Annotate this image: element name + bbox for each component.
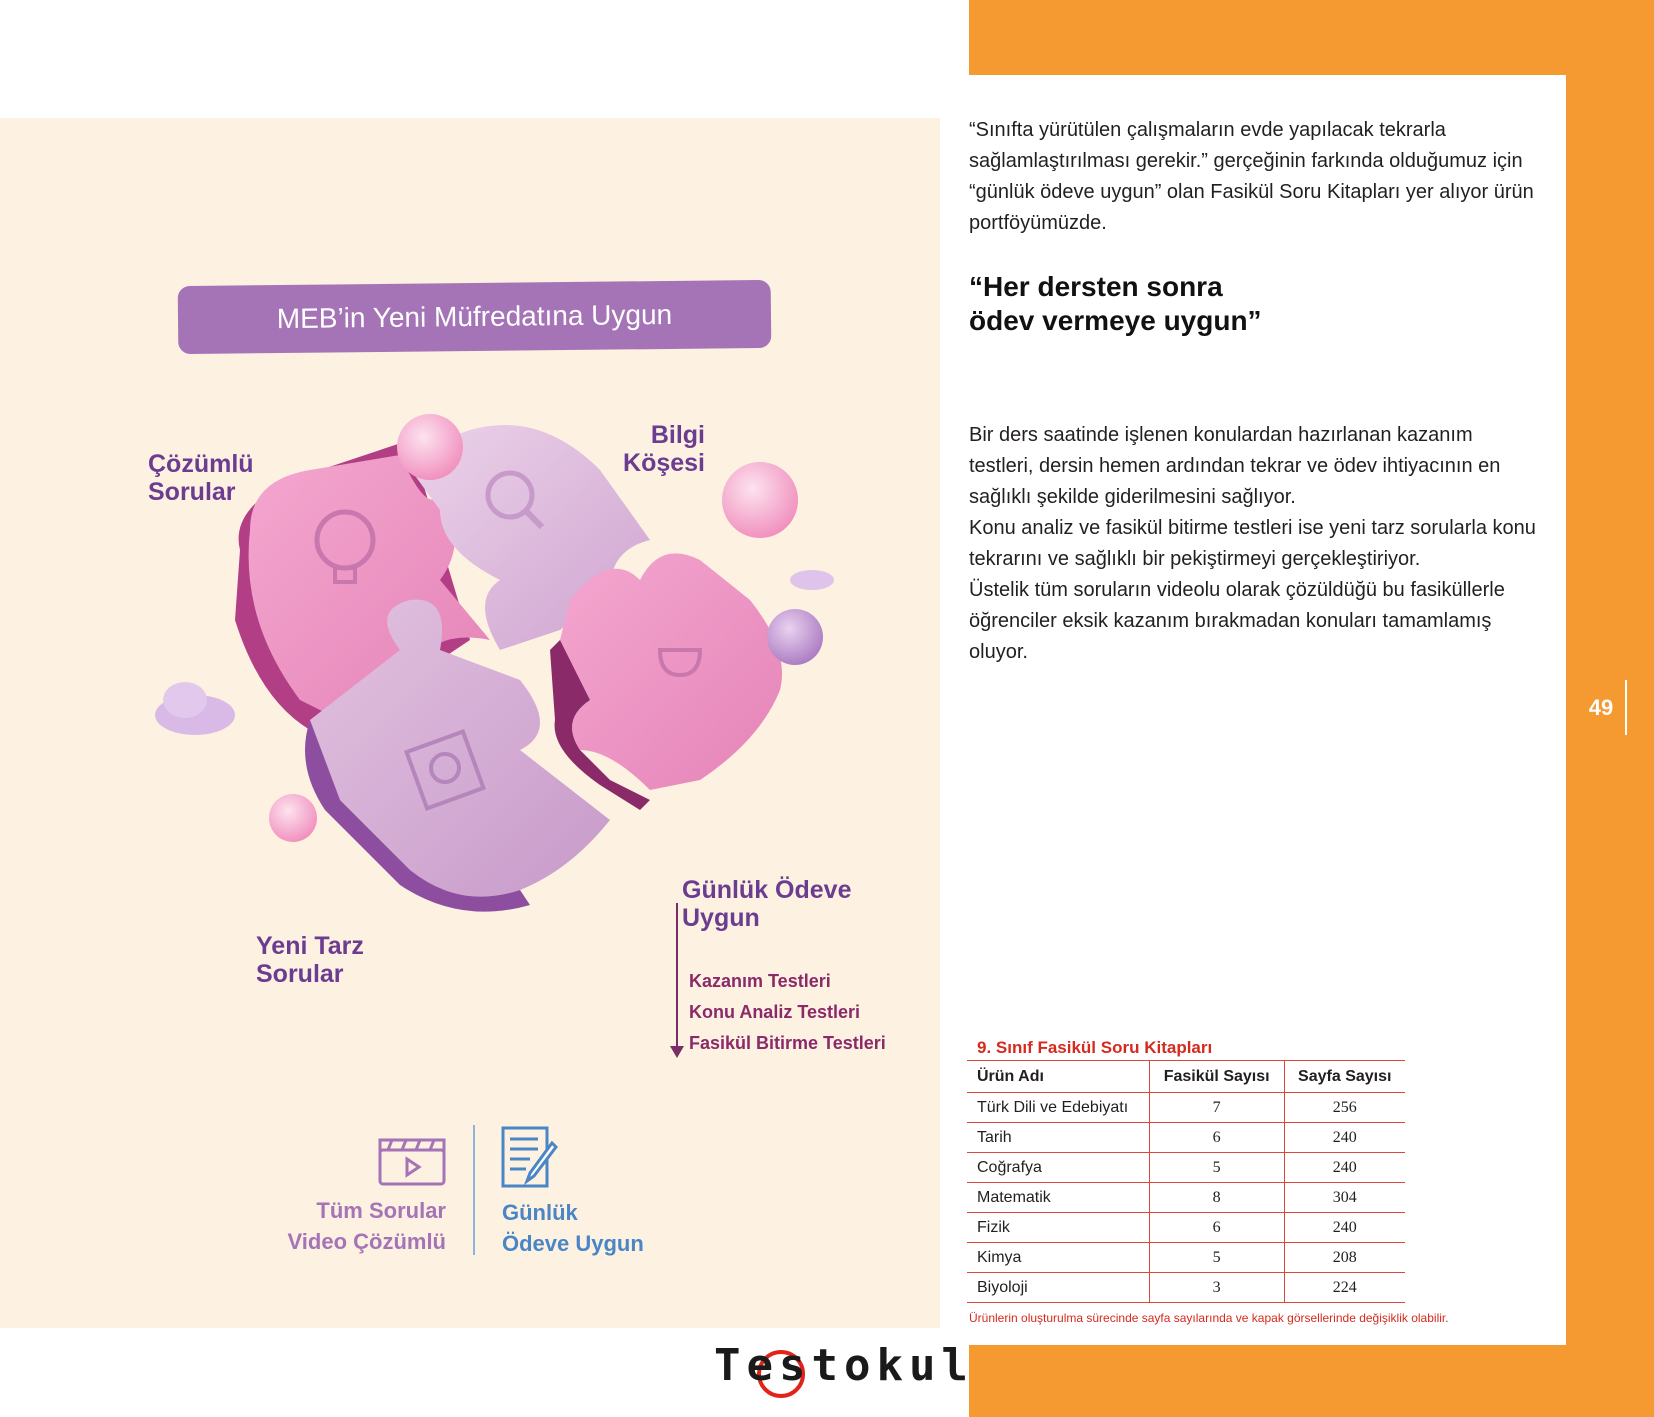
cell-product: Coğrafya — [967, 1153, 1149, 1183]
cell-fascicle-count: 6 — [1149, 1213, 1284, 1243]
cell-product: Matematik — [967, 1183, 1149, 1213]
cell-fascicle-count: 5 — [1149, 1243, 1284, 1273]
cell-page-count: 208 — [1284, 1243, 1405, 1273]
curriculum-banner: MEB’in Yeni Müfredatına Uygun — [178, 280, 772, 354]
test-type-item: Fasikül Bitirme Testleri — [689, 1033, 886, 1053]
cell-page-count: 224 — [1284, 1273, 1405, 1303]
table-title: 9. Sınıf Fasikül Soru Kitapları — [977, 1038, 1213, 1057]
cell-product: Tarih — [967, 1123, 1149, 1153]
daily-homework-label: Günlük Ödeve Uygun — [502, 1200, 644, 1256]
test-type-item: Kazanım Testleri — [689, 971, 831, 991]
column-header: Sayfa Sayısı — [1284, 1061, 1405, 1093]
cell-page-count: 304 — [1284, 1183, 1405, 1213]
avatar-ball — [722, 462, 798, 538]
cell-page-count: 240 — [1284, 1213, 1405, 1243]
feature-cozumlu-sorular: Çözümlü Sorular — [148, 450, 254, 506]
test-type-item: Konu Analiz Testleri — [689, 1002, 861, 1022]
column-header: Ürün Adı — [967, 1061, 1149, 1093]
table-row — [967, 1153, 1405, 1183]
cell-fascicle-count: 8 — [1149, 1183, 1284, 1213]
table-header-row — [967, 1061, 1405, 1093]
cell-fascicle-count: 3 — [1149, 1273, 1284, 1303]
intro-paragraph: “Sınıfta yürütülen çalışmaların evde yapılacak tekrarla sağlamlaştırılması gerekir.” gerçeğinin farkında olduğumuz için “günlük ödeve uygun” olan Fasikül Soru Kitapları yer alıyor ürün portföyümüzde. — [969, 119, 1534, 234]
arrow-down-icon — [670, 1046, 684, 1058]
cell-product: Türk Dili ve Edebiyatı — [967, 1093, 1149, 1123]
body-paragraph: Konu analiz ve fasikül bitirme testleri ise yeni tarz sorularla konu tekrarını ve sağlıklı bir pekiştirmeyi gerçekleştiriyor. — [969, 517, 1536, 570]
video-icon — [378, 1138, 446, 1186]
testokul-logo: Testokul — [714, 1340, 974, 1391]
homework-document-icon — [500, 1125, 560, 1191]
cell-page-count: 240 — [1284, 1153, 1405, 1183]
column-header: Fasikül Sayısı — [1149, 1061, 1284, 1093]
feature-bilgi-kosesi: Bilgi Köşesi — [623, 421, 705, 477]
cell-product: Kimya — [967, 1243, 1149, 1273]
page-number: 49 — [1588, 695, 1614, 720]
floating-ball — [397, 414, 463, 480]
product-table — [967, 1060, 1405, 1303]
gear-ball — [269, 794, 317, 842]
table-row — [967, 1123, 1405, 1153]
table-row — [967, 1183, 1405, 1213]
feature-gunluk-odeve-uygun: Günlük Ödeve Uygun — [682, 876, 852, 932]
cell-fascicle-count: 5 — [1149, 1153, 1284, 1183]
pull-quote: “Her dersten sonra ödev vermeye uygun” — [969, 271, 1262, 336]
tests-arrow — [676, 903, 678, 1051]
table-footnote: Ürünlerin oluşturulma sürecinde sayfa sayılarında ve kapak görsellerinde değişiklik olabilir. — [969, 1311, 1449, 1325]
orange-frame-top — [969, 0, 1654, 75]
orange-frame-bottom — [969, 1345, 1654, 1417]
feature-divider — [473, 1125, 475, 1255]
cell-fascicle-count: 7 — [1149, 1093, 1284, 1123]
body-text — [969, 420, 1539, 668]
body-paragraph: Bir ders saatinde işlenen konulardan hazırlanan kazanım testleri, dersin hemen ardından tekrar ve ödev ihtiyacının en sağlıklı şekilde giderilmesini sağlıyor. — [969, 424, 1501, 508]
table-row — [967, 1213, 1405, 1243]
video-solutions-label: Tüm Sorular Video Çözümlü — [287, 1198, 446, 1254]
cell-product: Fizik — [967, 1213, 1149, 1243]
table-row — [967, 1243, 1405, 1273]
table-row — [967, 1093, 1405, 1123]
body-paragraph: Üstelik tüm soruların videolu olarak çözüldüğü bu fasiküllerle öğrenciler eksik kazanım bırakmadan konuları tamamlamış oluyor. — [969, 579, 1505, 663]
cloud-icon-small — [790, 570, 834, 590]
cell-page-count: 256 — [1284, 1093, 1405, 1123]
feature-yeni-tarz-sorular: Yeni Tarz Sorular — [256, 932, 364, 988]
cell-fascicle-count: 6 — [1149, 1123, 1284, 1153]
page-number-rule — [1625, 680, 1627, 735]
chart-ball — [767, 609, 823, 665]
cell-product: Biyoloji — [967, 1273, 1149, 1303]
cell-page-count: 240 — [1284, 1123, 1405, 1153]
table-row — [967, 1273, 1405, 1303]
